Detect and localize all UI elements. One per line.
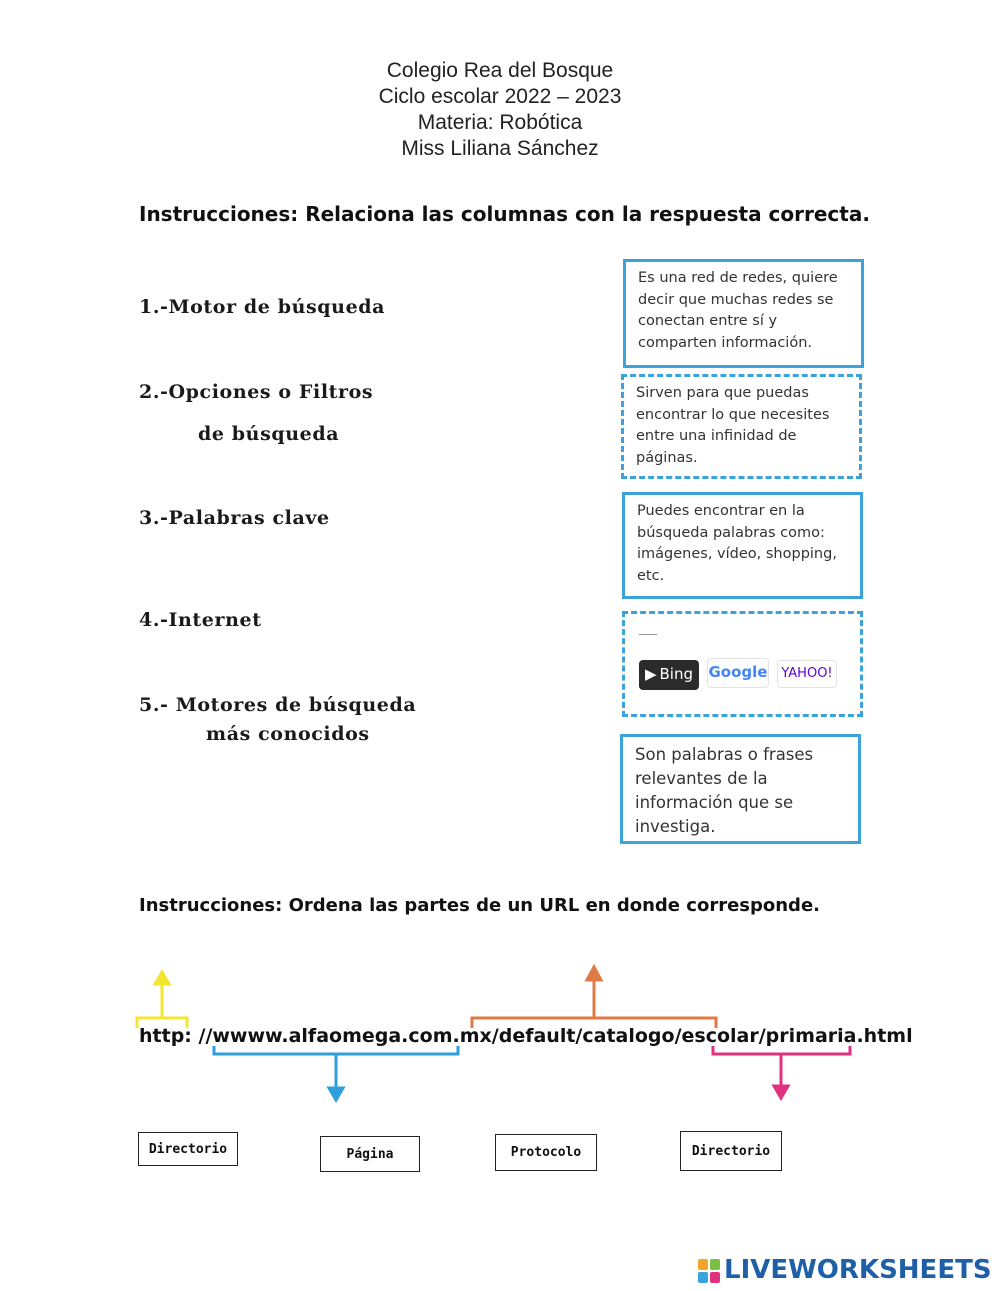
answer-box-1[interactable]: Directorio	[138, 1132, 238, 1166]
instructions-url: Instrucciones: Ordena las partes de un URL en donde corresponde.	[139, 895, 820, 916]
term-1: 1.-Motor de búsqueda	[139, 296, 386, 318]
directory-bracket	[472, 967, 716, 1028]
term-2-continued: de búsqueda	[198, 423, 340, 445]
google-logo	[707, 658, 769, 688]
bing-b-icon: ▶	[644, 665, 657, 684]
definition-text: Es una red de redes, quiere decir que muchas redes se conectan entre sí y comparten información.	[638, 270, 838, 351]
definition-box-search-engine[interactable]	[621, 374, 862, 479]
answer-box-3[interactable]: Protocolo	[495, 1134, 597, 1171]
yahoo-logo-text: YAHOO!	[781, 666, 833, 682]
liveworksheets-brand: LIVEWORKSHEETS	[724, 1255, 992, 1285]
domain-bracket	[214, 1046, 458, 1100]
page-bracket	[713, 1046, 850, 1098]
definition-box-internet[interactable]	[623, 259, 864, 368]
definition-box-keywords[interactable]	[620, 734, 861, 844]
instructions-match: Instrucciones: Relaciona las columnas con la respuesta correcta.	[139, 202, 870, 226]
school-year: Ciclo escolar 2022 – 2023	[378, 85, 622, 108]
term-4: 4.-Internet	[139, 609, 262, 631]
url-example: http: //wwww.alfaomega.com.mx/default/catalogo/escolar/primaria.html	[139, 1025, 913, 1047]
definition-text: Puedes encontrar en la búsqueda palabras como: imágenes, vídeo, shopping, etc.	[637, 503, 837, 584]
answer-box-4[interactable]: Directorio	[680, 1131, 782, 1171]
divider	[639, 634, 657, 635]
protocol-bracket	[137, 972, 187, 1028]
liveworksheets-icon	[698, 1259, 720, 1283]
school-name: Colegio Rea del Bosque	[386, 59, 614, 82]
answer-box-2[interactable]: Página	[320, 1136, 420, 1172]
term-5-continued: más conocidos	[206, 723, 370, 745]
definition-box-logos[interactable]	[622, 611, 863, 717]
yahoo-logo	[777, 660, 837, 688]
google-logo-text: Google	[708, 663, 768, 682]
definition-text: Son palabras o frases relevantes de la información que se investiga.	[635, 745, 814, 836]
term-2: 2.-Opciones o Filtros	[139, 381, 374, 403]
definition-box-filters[interactable]	[622, 492, 863, 599]
teacher: Miss Liliana Sánchez	[401, 137, 599, 160]
liveworksheets-logo	[698, 1257, 998, 1287]
term-3: 3.-Palabras clave	[139, 507, 330, 529]
term-5: 5.- Motores de búsqueda	[139, 694, 417, 716]
bing-logo-text: Bing	[659, 665, 694, 684]
bing-logo	[639, 660, 699, 690]
definition-text: Sirven para que puedas encontrar lo que necesites entre una infinidad de páginas.	[636, 385, 830, 466]
subject: Materia: Robótica	[417, 111, 583, 134]
